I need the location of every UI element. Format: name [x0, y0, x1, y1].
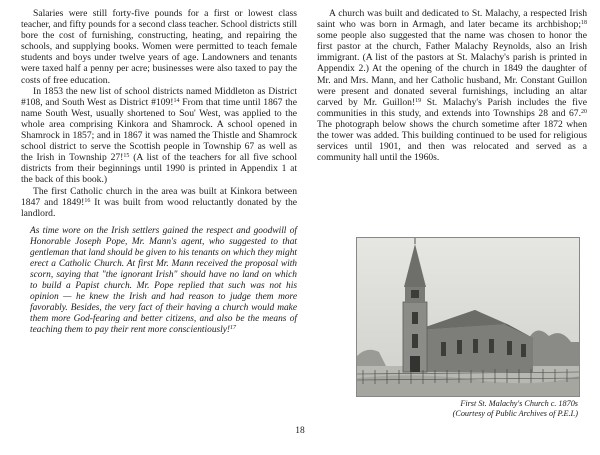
paragraph-text: It was built from wood reluctantly donated by the landlord.	[21, 196, 297, 219]
church-illustration	[357, 238, 579, 396]
left-column	[21, 8, 297, 336]
footnote-marker: 14	[173, 97, 180, 104]
footnote-marker: 19	[415, 97, 422, 104]
paragraph	[21, 186, 297, 219]
caption-title: First St. Malachy's Church c. 1870s	[460, 399, 578, 408]
paragraph-text: St. Malachy's Parish includes the five communities in this study, and extends into Townships 28 and 67.	[317, 96, 587, 119]
paragraph-text: The photograph below shows the church sometime after 1872 when the tower was added. This building continued to be used for religious services until 1901, and then was relocated and served as a community hall until the 1960s.	[317, 118, 587, 164]
footnote-marker: 20	[581, 108, 587, 115]
paragraph	[21, 8, 297, 86]
page-number: 18	[295, 426, 305, 436]
caption-credit: (Courtesy of Public Archives of P.E.I.)	[452, 408, 578, 418]
church-photo	[356, 237, 580, 397]
paragraph-text: From that time until 1867 the name South West, usually shortened to Sou' West, was applied to the whole area comprising Kinkora and Shamrock. A school opened in Shamrock in 1857; and in 1867 it was named the Thistle and Shamrock school district to serve the Scottish people in Township 67 as well as the Irish in Township 27!	[21, 96, 297, 164]
footnote-marker: 16	[84, 197, 91, 204]
photo-caption	[356, 399, 578, 418]
footnote-marker: 15	[123, 153, 130, 160]
paragraph	[317, 8, 587, 163]
paragraph-text: (A list of the teachers for all five school districts from their beginnings until 1990 is printed in Appendix 1 at the back of this book.)	[21, 152, 297, 186]
paragraph-text: The first Catholic church in the area was built at Kinkora between 1847 and 1849!	[21, 185, 297, 208]
footnote-marker: 18	[581, 20, 587, 27]
paragraph	[21, 86, 297, 186]
paragraph-text: A church was built and dedicated to St. Malachy, a respected Irish saint who was born in Armagh, and later became its archbishop;	[317, 8, 587, 31]
paragraph-text: some people also suggested that the name was chosen to honor the first pastor at the church, Father Malachy Reynolds, also an Irish immigrant. (A list of the pastors at St. Malachy's parish is printed in Appendix 2.) At the opening of the church in 1849 the daughter of Mr. and Mrs. Mann, and her Catholic husband, Mr. Constant Guillon were present and donated several furnishings, including an altar carved by Mr. Guillon!	[317, 30, 587, 108]
footnote-marker: 17	[230, 324, 237, 331]
block-quote	[30, 226, 297, 336]
paragraph-text: In 1853 the new list of school districts named Middleton as District #108, and South West as District #109!	[21, 85, 297, 108]
right-column	[317, 8, 587, 163]
paragraph-text: Salaries were still forty-five pounds for a first or lowest class teacher, and fifty pounds for a second class teacher. School districts still bore the cost of furnishing, constructing, heating, and repairing the schools, and supplying books. Women were permitted to teach female students and boys under twelve years of age. Landowners and tenants were taxed half a penny per acre; businesses were also taxed to pay the costs of free education.	[21, 8, 297, 86]
quote-text: As time wore on the Irish settlers gained the respect and goodwill of Honorable Joseph Pope, Mr. Mann's agent, who suggested to that gentleman that land should be given to his tenants on which they might erect a Catholic Church. At first Mr. Mann received the proposal with scorn, saying that "the ignorant Irish" should have no land on which to build a Papist church. Mr. Pope replied that such was not his opinion — he knew the Irish and had reason to judge them more favorably. Besides, the very fact of their having a church would make them more God-fearing and better citizens, and also be the means of teaching them to pay their rent more conscientiously!	[30, 225, 297, 335]
